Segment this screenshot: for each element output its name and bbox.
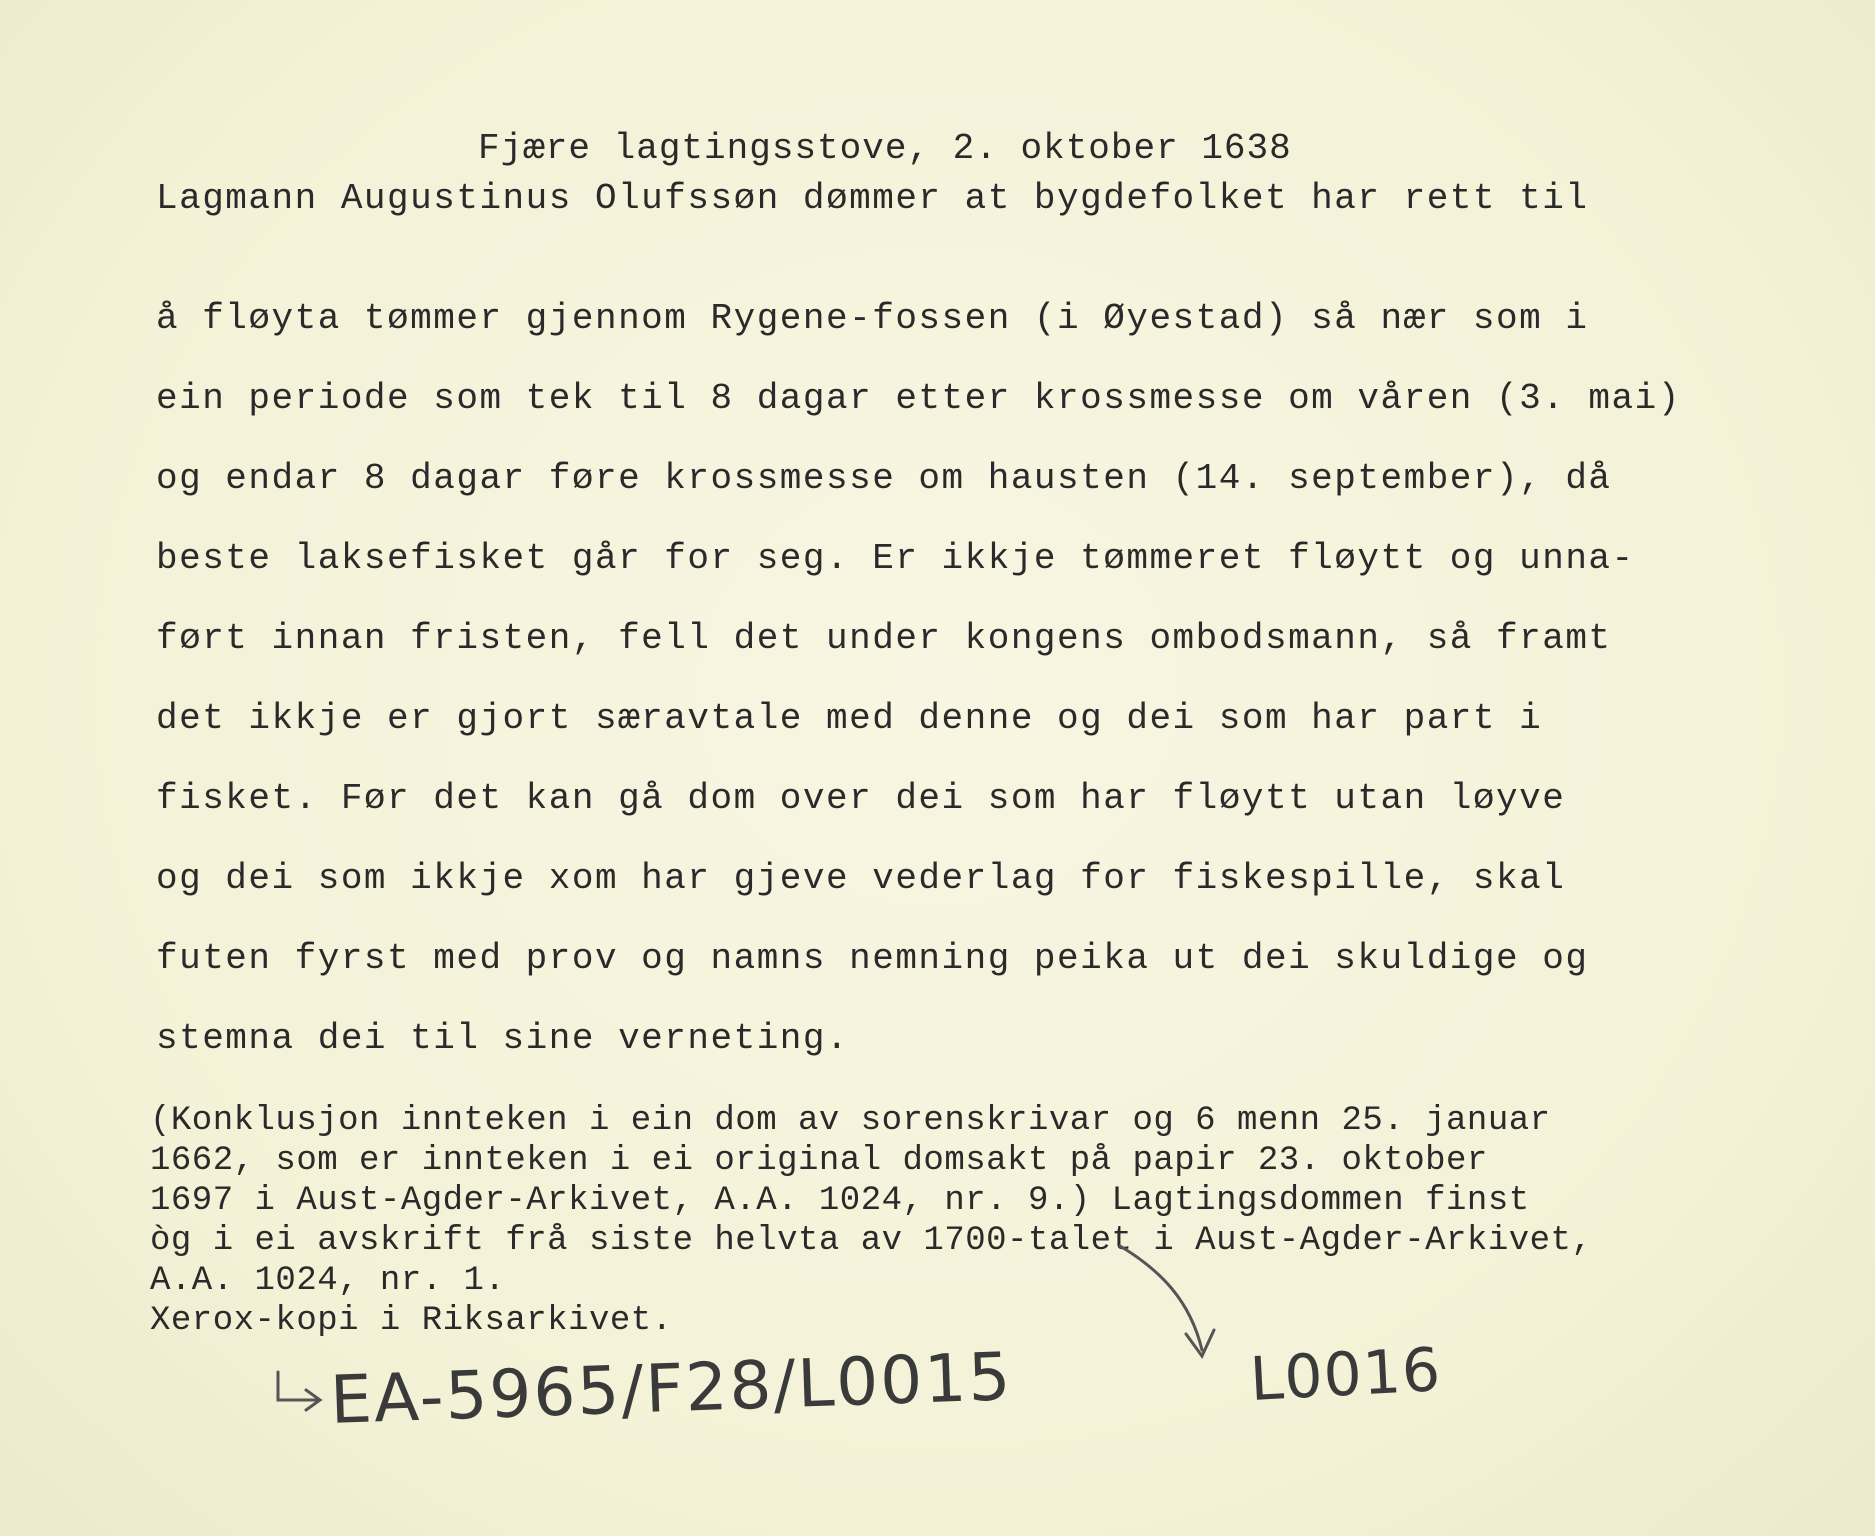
- body-line: og dei som ikkje xom har gjeve vederlag for fiskespille, skal: [156, 858, 1566, 899]
- body-line: stemna dei til sine verneting.: [156, 1018, 850, 1059]
- correction-arrow-icon: [1120, 1246, 1202, 1350]
- body-line: beste laksefisket går for seg. Er ikkje tømmeret fløytt og unna-: [156, 538, 1635, 579]
- note-line: òg i ei avskrift frå siste helvta av 1700-talet i Aust-Agder-Arkivet,: [150, 1222, 1593, 1260]
- note-line: Xerox-kopi i Riksarkivet.: [150, 1302, 673, 1340]
- body-line: å fløyta tømmer gjennom Rygene-fossen (i Øyestad) så nær som i: [156, 298, 1589, 339]
- handwritten-reference: EA-5965/F28/L0015: [328, 1338, 1014, 1439]
- note-line: A.A. 1024, nr. 1.: [150, 1262, 506, 1300]
- body-line: og endar 8 dagar føre krossmesse om hausten (14. september), då: [156, 458, 1612, 499]
- body-line: ført innan fristen, fell det under kongens ombodsmann, så framt: [156, 618, 1612, 659]
- body-line: fisket. Før det kan gå dom over dei som har fløytt utan løyve: [156, 778, 1566, 819]
- note-line: 1662, som er innteken i ei original domsakt på papir 23. oktober: [150, 1142, 1488, 1180]
- body-line: det ikkje er gjort særavtale med denne og dei som har part i: [156, 698, 1543, 739]
- body-line: Lagmann Augustinus Olufssøn dømmer at bygdefolket har rett til: [156, 178, 1589, 219]
- note-line: 1697 i Aust-Agder-Arkivet, A.A. 1024, nr. 9.) Lagtingsdommen finst: [150, 1182, 1530, 1220]
- card-title: Fjære lagtingsstove, 2. oktober 1638: [478, 128, 1292, 169]
- handwritten-correction: L0016: [1248, 1335, 1443, 1415]
- note-line: (Konklusjon innteken i ein dom av sorenskrivar og 6 menn 25. januar: [150, 1102, 1551, 1140]
- body-line: futen fyrst med prov og namns nemning peika ut dei skuldige og: [156, 938, 1589, 979]
- body-line: ein periode som tek til 8 dagar etter krossmesse om våren (3. mai): [156, 378, 1681, 419]
